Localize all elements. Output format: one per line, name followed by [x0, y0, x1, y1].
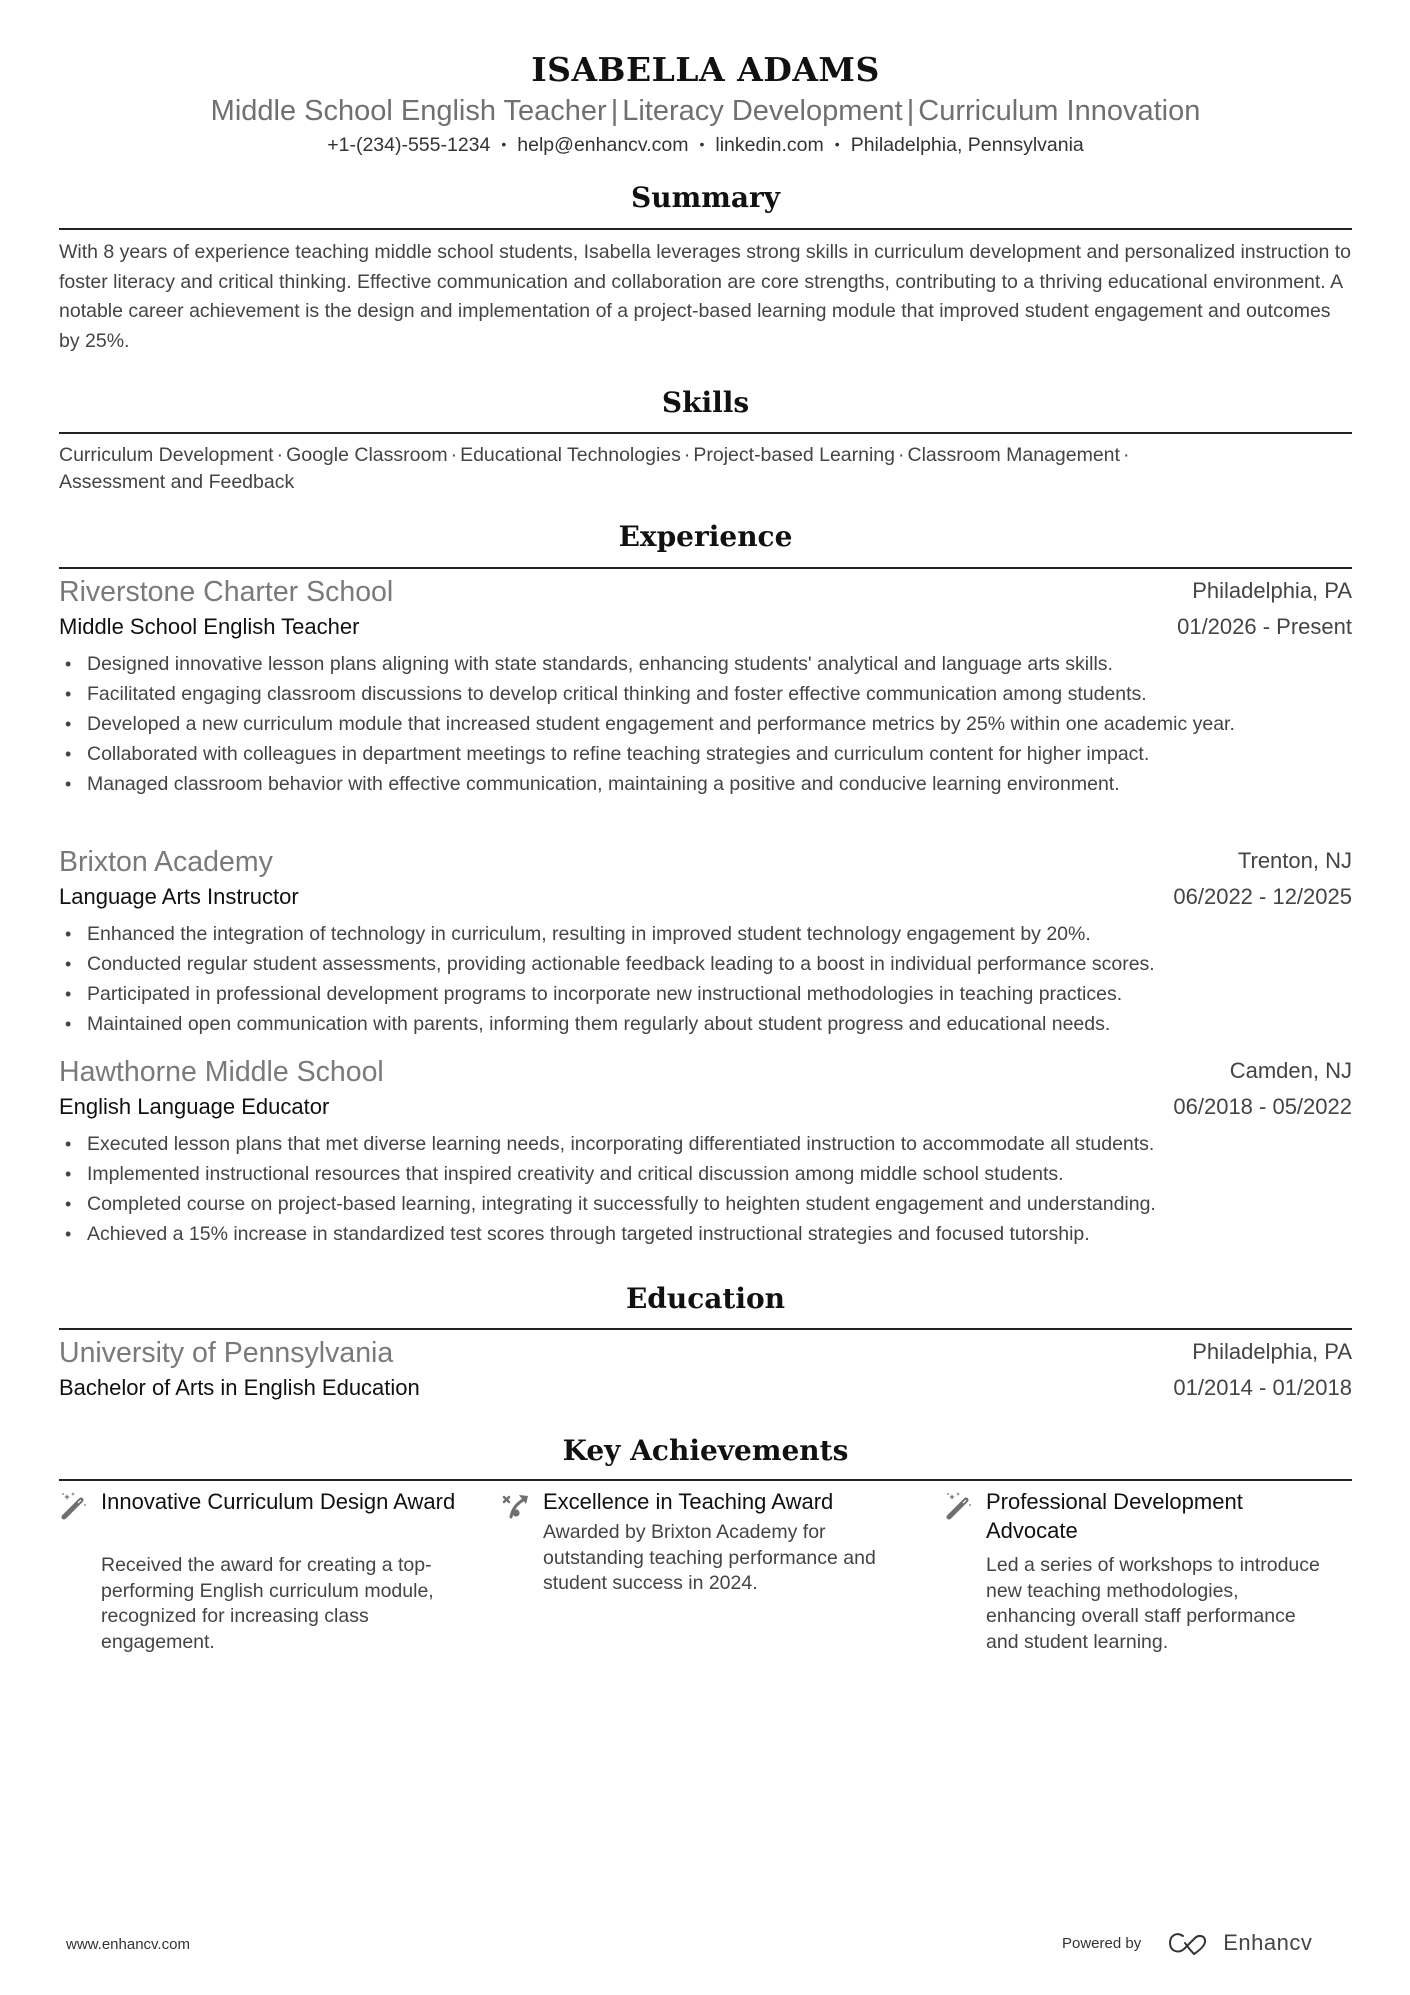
achievement-item	[501, 1487, 921, 1597]
powered-by-label: Powered by	[1062, 1934, 1142, 1952]
phone[interactable]: +1-(234)-555-1234	[327, 134, 491, 156]
footer-branding[interactable]	[1062, 1930, 1312, 1956]
skill-item: Project-based Learning	[693, 444, 896, 466]
education-dates: 01/2014 - 01/2018	[1173, 1375, 1352, 1400]
achievement-item	[59, 1487, 479, 1657]
section-title-achievements: Key Achievements	[562, 1434, 849, 1467]
magic-wand-icon	[59, 1491, 89, 1521]
job-title: Middle School English Teacher	[59, 614, 360, 639]
linkedin-link[interactable]: linkedin.com	[715, 134, 824, 156]
skill-separator: ·	[1122, 444, 1130, 466]
section-title-experience: Experience	[618, 520, 793, 553]
school-location: Philadelphia, PA	[1192, 1339, 1352, 1364]
headline-item: Middle School English Teacher	[210, 95, 607, 127]
company-name: Hawthorne Middle School	[59, 1056, 384, 1088]
section-divider	[59, 432, 1352, 434]
job-entry	[59, 576, 1352, 831]
contact-separator: •	[699, 136, 705, 152]
achievement-title: Excellence in Teaching Award	[543, 1489, 834, 1514]
school-name: University of Pennsylvania	[59, 1337, 394, 1369]
bullet-item: • Designed innovative lesson plans aligning with state standards, enhancing students' analytical and language arts skills.	[59, 649, 1352, 679]
summary-text: With 8 years of experience teaching middle school students, Isabella leverages strong skills in curriculum development and personalized instruction to foster literacy and critical thinking. Effective communication and collaboration are core strengths, contributing to a thriving educational environment. A notable career achievement is the design and implementation of a project-based learning module that improved student engagement and outcomes by 25%.	[59, 241, 1352, 352]
headline-separator: |	[610, 95, 619, 127]
headline-separator: |	[906, 95, 915, 127]
strategy-play-icon	[501, 1491, 531, 1521]
section-title-summary: Summary	[631, 181, 780, 214]
location: Philadelphia, Pennsylvania	[850, 134, 1084, 156]
bullet-item: • Enhanced the integration of technology in curriculum, resulting in improved student technology engagement by 20%.	[59, 919, 1352, 949]
bullet-item: • Achieved a 15% increase in standardized test scores through targeted instructional strategies and focused tutorship.	[59, 1219, 1352, 1249]
section-divider	[59, 228, 1352, 230]
job-location: Philadelphia, PA	[1192, 578, 1352, 603]
degree: Bachelor of Arts in English Education	[59, 1375, 420, 1400]
skill-separator: ·	[450, 444, 458, 466]
contact-separator: •	[501, 136, 507, 152]
bullet-item: • Implemented instructional resources that inspired creativity and critical discussion among middle school students.	[59, 1159, 1352, 1189]
bullet-item: • Executed lesson plans that met diverse learning needs, incorporating differentiated instruction to accommodate all students.	[59, 1129, 1352, 1159]
headline	[59, 95, 1352, 128]
magic-wand-icon	[944, 1491, 974, 1521]
achievement-title: Professional Development Advocate	[986, 1489, 1243, 1543]
achievement-description: Received the award for creating a top-performing English curriculum module, recognized for increasing class engagement.	[101, 1554, 434, 1653]
skill-item: Educational Technologies	[460, 444, 681, 466]
bullet-item: • Completed course on project-based learning, integrating it successfully to heighten student engagement and understanding.	[59, 1189, 1352, 1219]
company-name: Brixton Academy	[59, 846, 273, 878]
achievement-description: Awarded by Brixton Academy for outstanding teaching performance and student success in 2024.	[543, 1521, 876, 1594]
headline-item: Curriculum Innovation	[918, 95, 1201, 127]
section-divider	[59, 567, 1352, 569]
skill-item: Google Classroom	[286, 444, 448, 466]
bullet-item: • Maintained open communication with parents, informing them regularly about student progress and educational needs.	[59, 1009, 1352, 1039]
achievement-title: Innovative Curriculum Design Award	[101, 1489, 456, 1514]
skills-list	[59, 442, 1352, 496]
job-bullets	[59, 649, 1352, 799]
section-title-education: Education	[625, 1282, 786, 1315]
job-entry	[59, 1056, 1352, 1256]
skill-item: Curriculum Development	[59, 444, 274, 466]
skill-separator: ·	[683, 444, 691, 466]
email-link[interactable]: help@enhancv.com	[517, 134, 689, 156]
brand-name: Enhancv	[1223, 1930, 1313, 1955]
section-divider	[59, 1328, 1352, 1330]
bullet-item: • Collaborated with colleagues in department meetings to refine teaching strategies and curriculum content for higher impact.	[59, 739, 1352, 769]
skill-item: Assessment and Feedback	[59, 471, 295, 493]
bullet-item: • Conducted regular student assessments, providing actionable feedback leading to a boost in individual performance scores.	[59, 949, 1352, 979]
job-title: Language Arts Instructor	[59, 884, 299, 909]
enhancv-logo-icon	[1167, 1930, 1213, 1956]
job-dates: 01/2026 - Present	[1177, 614, 1352, 639]
candidate-name: ISABELLA ADAMS	[531, 50, 880, 89]
section-divider	[59, 1479, 1352, 1481]
job-entry	[59, 846, 1352, 1046]
contact-info	[59, 134, 1352, 157]
job-bullets	[59, 1129, 1352, 1249]
contact-separator: •	[834, 136, 840, 152]
job-title: English Language Educator	[59, 1094, 330, 1119]
skill-separator: ·	[276, 444, 284, 466]
bullet-item: • Managed classroom behavior with effective communication, maintaining a positive and conducive learning environment.	[59, 769, 1352, 799]
bullet-item: • Participated in professional development programs to incorporate new instructional methodologies in teaching practices.	[59, 979, 1352, 1009]
footer-website-link[interactable]: www.enhancv.com	[66, 1936, 190, 1953]
job-bullets	[59, 919, 1352, 1039]
headline-item: Literacy Development	[622, 95, 903, 127]
job-dates: 06/2022 - 12/2025	[1173, 884, 1352, 909]
company-name: Riverstone Charter School	[59, 576, 394, 608]
job-location: Trenton, NJ	[1237, 848, 1352, 873]
bullet-item: • Developed a new curriculum module that increased student engagement and performance metrics by 25% within one academic year.	[59, 709, 1352, 739]
achievement-description: Led a series of workshops to introduce new teaching methodologies, enhancing overall staff performance and student learning.	[986, 1554, 1320, 1653]
job-location: Camden, NJ	[1229, 1058, 1352, 1083]
bullet-item: • Facilitated engaging classroom discussions to develop critical thinking and foster effective communication among students.	[59, 679, 1352, 709]
job-dates: 06/2018 - 05/2022	[1173, 1094, 1352, 1119]
skill-item: Classroom Management	[907, 444, 1120, 466]
education-entry	[59, 1337, 1352, 1407]
achievement-item	[944, 1487, 1364, 1677]
skill-separator: ·	[898, 444, 905, 466]
section-title-skills: Skills	[661, 386, 750, 419]
